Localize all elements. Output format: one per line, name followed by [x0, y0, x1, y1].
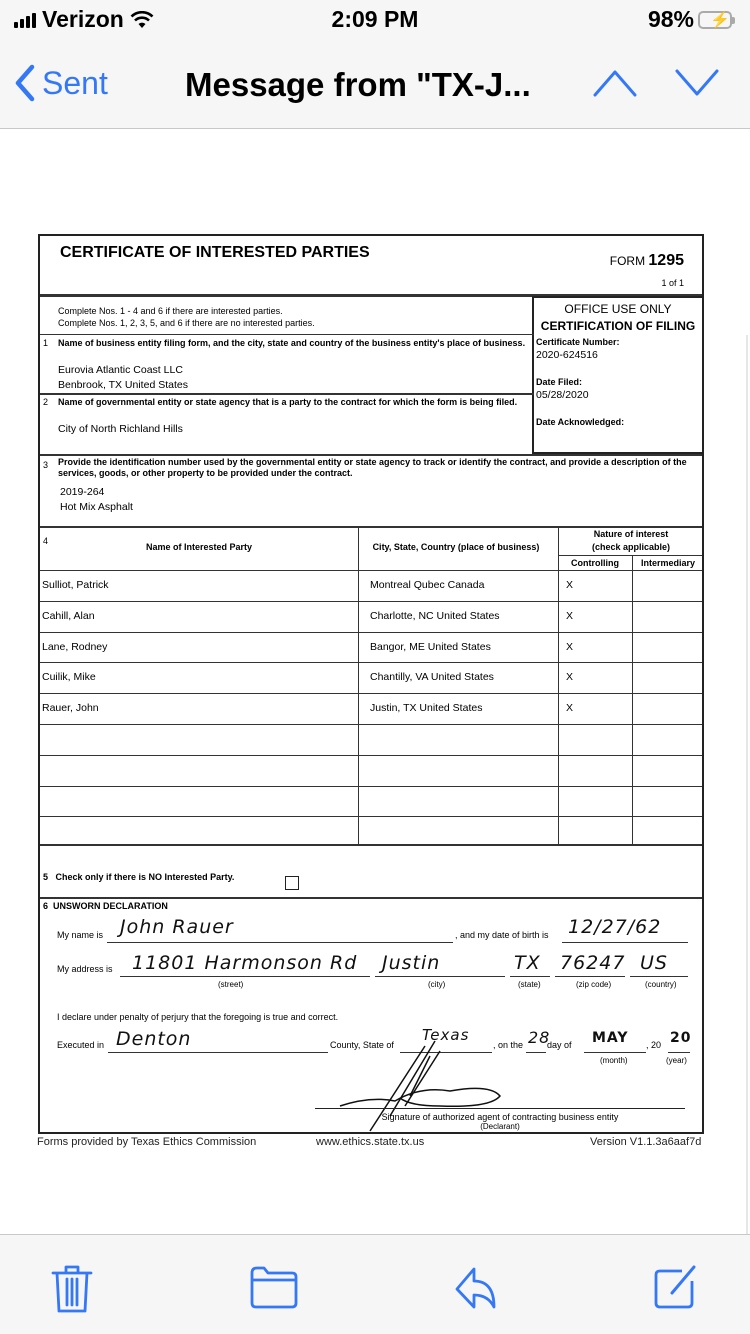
party-city: Justin, TX United States	[370, 702, 483, 715]
table-row	[40, 662, 702, 693]
status-bar	[0, 0, 750, 40]
section-3-label: Provide the identification number used by the governmental entity or state agency to track or identify the contract, and provide a description of the services, goods, or other property to be provided under the contract.	[58, 457, 687, 478]
controlling-mark: X	[566, 671, 574, 684]
nav-bar	[0, 40, 750, 129]
table-row	[40, 693, 702, 724]
handwritten-zip: 76247	[560, 952, 626, 974]
controlling-mark: X	[566, 609, 574, 622]
governmental-entity: City of North Richland Hills	[58, 423, 183, 435]
business-location: Benbrook, TX United States	[58, 379, 188, 391]
table-row	[40, 601, 702, 632]
date-filed: 05/28/2020	[536, 389, 589, 401]
section-6-title: 6 UNSWORN DECLARATION	[43, 901, 168, 911]
contract-description: Hot Mix Asphalt	[60, 501, 133, 513]
battery-icon: ⚡	[698, 11, 732, 29]
handwritten-country: US	[640, 952, 668, 974]
col-city-header: City, State, Country (place of business)	[372, 542, 540, 552]
compose-icon[interactable]	[652, 1263, 700, 1311]
table-row	[40, 816, 702, 847]
col-nature-header: Nature of interest	[593, 529, 669, 539]
section-4-number: 4	[43, 536, 49, 546]
business-name: Eurovia Atlantic Coast LLC	[58, 364, 183, 376]
day-of-label: day of	[547, 1040, 572, 1050]
cert-number: 2020-624516	[536, 349, 598, 361]
date-acknowledged-label: Date Acknowledged:	[536, 417, 625, 427]
address-label: My address is	[57, 964, 113, 974]
chevron-left-icon	[14, 64, 36, 102]
party-name: Rauer, John	[42, 702, 99, 715]
cert-number-label: Certificate Number:	[536, 337, 620, 347]
table-row	[40, 724, 702, 755]
declarant-caption: (Declarant)	[480, 1122, 520, 1131]
contract-id: 2019-264	[60, 486, 105, 498]
section-1-label: Name of business entity filing form, and the city, state and country of the business entity's place of business.	[58, 338, 526, 348]
page-count: 1 of 1	[661, 278, 684, 288]
county-label: County, State of	[330, 1040, 394, 1050]
name-label: My name is	[57, 930, 104, 940]
party-city: Charlotte, NC United States	[370, 609, 500, 622]
section-2-number: 2	[43, 397, 49, 407]
state-caption: (state)	[518, 980, 541, 989]
party-name: Sulliot, Patrick	[42, 579, 109, 591]
party-name: Lane, Rodney	[42, 640, 108, 653]
party-name: Cuilik, Mike	[42, 671, 96, 684]
table-row	[40, 786, 702, 817]
folder-icon[interactable]	[248, 1263, 300, 1311]
handwritten-street: 11801 Harmonson Rd	[132, 952, 358, 974]
back-label: Sent	[42, 64, 108, 101]
party-city: Bangor, ME United States	[370, 640, 491, 653]
handwritten-month: MAY	[592, 1030, 629, 1046]
executed-label: Executed in	[57, 1040, 105, 1050]
office-subtitle: CERTIFICATION OF FILING	[540, 319, 696, 333]
col-name-header: Name of Interested Party	[145, 542, 253, 552]
office-use-box	[532, 296, 704, 454]
instruction-2: Complete Nos. 1, 2, 3, 5, and 6 if there are no interested parties.	[58, 318, 315, 328]
handwritten-county: Denton	[116, 1028, 192, 1050]
instruction-1: Complete Nos. 1 - 4 and 6 if there are interested parties.	[58, 306, 283, 316]
date-filed-label: Date Filed:	[536, 377, 583, 387]
signature-caption: Signature of authorized agent of contracting business entity	[381, 1112, 619, 1122]
carrier: Verizon	[42, 6, 124, 32]
col-controlling-header: Controlling	[571, 558, 619, 568]
page-title: Message from "TX-J...	[185, 66, 531, 103]
table-row	[40, 755, 702, 786]
battery-percent: 98%	[647, 6, 694, 32]
handwritten-dob: 12/27/62	[568, 916, 662, 938]
table-row	[40, 632, 702, 663]
clock: 2:09 PM	[331, 6, 419, 32]
handwritten-name: John Rauer	[120, 916, 234, 938]
on-the-label: , on the	[493, 1040, 524, 1050]
zip-caption: (zip code)	[576, 980, 612, 989]
footer-provider: Forms provided by Texas Ethics Commission	[37, 1136, 257, 1148]
controlling-mark: X	[566, 579, 574, 591]
col-nature-sub: (check applicable)	[591, 542, 671, 552]
month-caption: (month)	[600, 1056, 628, 1065]
form-title: CERTIFICATE OF INTERESTED PARTIES	[60, 244, 370, 261]
office-title: OFFICE USE ONLY	[564, 302, 672, 316]
section-5-label: 5 Check only if there is NO Interested Party.	[43, 872, 235, 882]
handwritten-state-of: Texas	[422, 1026, 470, 1044]
handwritten-state: TX	[514, 952, 541, 974]
table-row	[40, 570, 702, 601]
handwritten-year: 20	[670, 1030, 692, 1046]
footer-url[interactable]: www.ethics.state.tx.us	[316, 1136, 425, 1148]
footer-version: Version V1.1.3a6aaf7d	[590, 1136, 702, 1148]
form-label: FORM 1295	[609, 252, 684, 269]
attachment-view[interactable]	[0, 130, 750, 1234]
form-number: 1295	[648, 252, 684, 269]
section-3-number: 3	[43, 460, 49, 470]
next-message-button[interactable]	[675, 68, 719, 98]
trash-icon[interactable]	[50, 1263, 94, 1315]
bottom-toolbar	[0, 1234, 750, 1334]
year-prefix: , 20	[646, 1040, 662, 1050]
perjury-statement: I declare under penalty of perjury that the foregoing is true and correct.	[57, 1012, 339, 1022]
party-city: Montreal Qubec Canada	[370, 579, 485, 591]
previous-message-button[interactable]	[593, 68, 637, 98]
controlling-mark: X	[566, 702, 574, 715]
street-caption: (street)	[218, 980, 244, 989]
section-2-label: Name of governmental entity or state agency that is a party to the contract for which the form is being filed.	[58, 397, 518, 407]
city-caption: (city)	[428, 980, 446, 989]
form-1295	[38, 234, 704, 1134]
handwritten-day: 28	[528, 1028, 551, 1047]
controlling-mark: X	[566, 640, 574, 653]
section-1-number: 1	[43, 338, 49, 348]
no-interested-party-checkbox[interactable]	[285, 876, 299, 890]
scrollbar[interactable]	[746, 335, 748, 1295]
col-intermediary-header: Intermediary	[640, 558, 696, 568]
party-city: Chantilly, VA United States	[370, 671, 494, 684]
country-caption: (country)	[645, 980, 677, 989]
handwritten-city: Justin	[382, 952, 441, 974]
party-name: Cahill, Alan	[42, 609, 95, 622]
back-button[interactable]	[14, 64, 108, 102]
reply-icon[interactable]	[452, 1263, 502, 1311]
year-caption: (year)	[666, 1056, 687, 1065]
dob-label: , and my date of birth is	[455, 930, 549, 940]
